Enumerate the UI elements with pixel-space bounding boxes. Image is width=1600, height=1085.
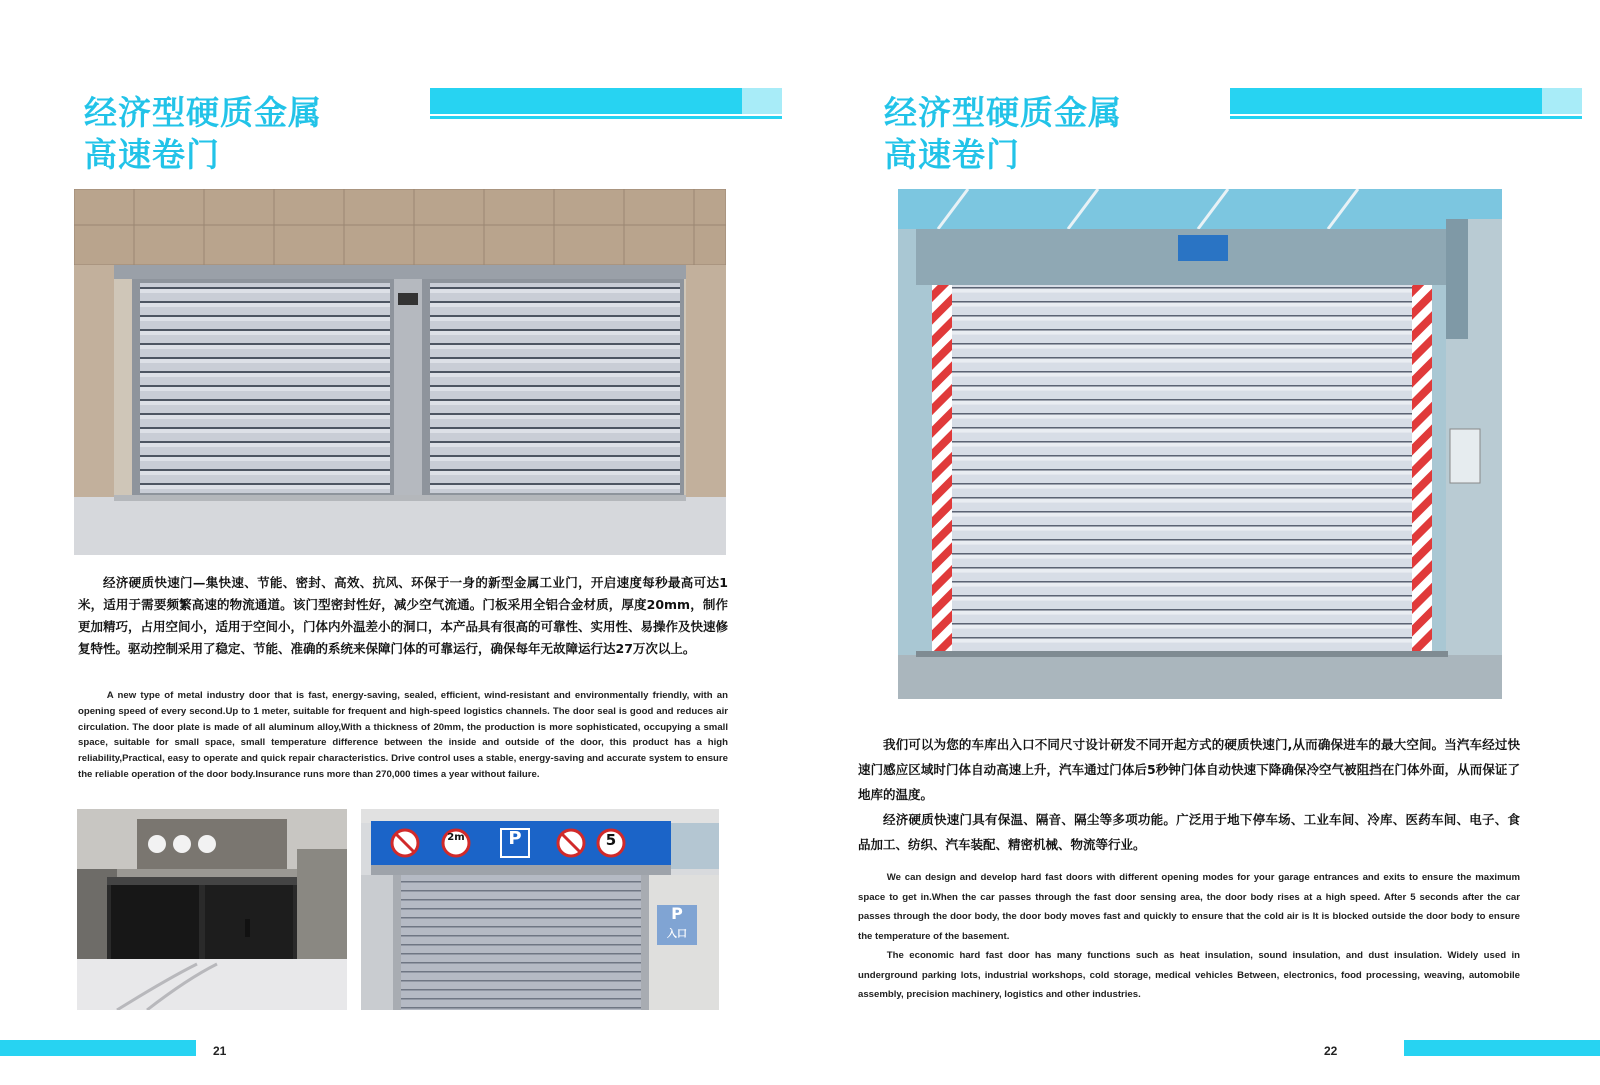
height-limit-label: 2m [447,832,465,843]
left-footer-bar [0,1040,196,1056]
right-page-title [884,92,1122,176]
left-page-title [84,92,322,176]
right-cn-description [858,732,1520,857]
right-en-paragraph-1: We can design and develop hard fast doors with different opening modes for your garage entrances and exits to ensure the maximum space to get in.When the car passes through the fast door sensing area, the door body rises at a high speed. After 5 seconds after the car passes through the door body, the door body moves fast and quickly to ensure that the cold air is It is blocked outside the door body to ensure the temperature of the basement. [858,872,1520,942]
entrance-label: 入口 [667,929,687,940]
left-header-bar [430,88,742,114]
right-header-bar-light [1542,88,1582,114]
right-cn-paragraph-1: 我们可以为您的车库出入口不同尺寸设计研发不同开起方式的硬质快速门,从而确保进车的最大空间。当汽车经过快速门感应区域时门体自动高速上升，汽车通过门体后5秒钟门体自动快速下降确保冷空气被阻挡在门体外面，从而保证了地库的温度。 [858,737,1520,802]
left-title-line2: 高速卷门 [84,135,220,174]
right-title-line2: 高速卷门 [884,135,1020,174]
double-door-photo [74,189,726,555]
left-en-paragraph: A new type of metal industry door that is fast, energy-saving, sealed, efficient, wind-resistant and environmentally friendly, with an opening speed of every second.Up to 1 meter, suitable for frequent and high-speed logistics channels. The door seal is good and reduces air circulation. The door plate is made of all aluminum alloy,With a thickness of 20mm, the production is more sophisticated, occupying a small space, suitable for small space, small temperature difference between the inside and outside of the door, this product has a high reliability,Practical, easy to operate and quick repair characteristics. Drive control uses a stable, energy-saving and accurate system to ensure the reliable operation of the door body.Insurance runs more than 270,000 times a year without failure. [78,690,728,780]
right-header-line [1230,116,1582,119]
speed-limit-label: 5 [605,831,617,849]
right-cn-paragraph-2: 经济硬质快速门具有保温、隔音、隔尘等多项功能。广泛用于地下停车场、工业车间、冷库、医药车间、电子、食品加工、纺织、汽车装配、精密机械、物流等行业。 [858,812,1520,852]
left-en-description [78,688,728,783]
sign-no-entry-1 [392,830,418,856]
left-page-number: 21 [213,1044,227,1058]
left-cn-paragraph: 经济硬质快速门—集快速、节能、密封、高效、抗风、环保于一身的新型金属工业门，开启速度每秒最高可达1米，适用于需要频繁高速的物流通道。该门型密封性好，减少空气流通。门板采用全铝合金材质，厚度20mm，制作更加精巧，占用空间小，适用于空间小，门体内外温差小的洞口，本产品具有很高的可靠性、实用性、易操作及快速修复特性。驱动控制采用了稳定、节能、准确的系统来保障门体的可靠运行，确保每年无故障运行达27万次以上。 [78,575,729,656]
entrance-parking-label: P [671,904,683,923]
garage-entrance-photo [77,809,347,1010]
right-header-bar [1230,88,1542,114]
right-en-description [858,868,1520,1005]
parking-sign-label: P [508,828,522,849]
left-cn-description [78,572,728,660]
right-en-paragraph-2: The economic hard fast door has many functions such as heat insulation, sound insulation, and dust insulation. Widely used in underground parking lots, industrial workshops, cold storage, medical vehicles Between, electronics, food processing, weaving, automobile assembly, precision machinery, logistics and other industries. [858,950,1520,1000]
left-header-bar-light [742,88,782,114]
right-page-number: 22 [1324,1044,1338,1058]
single-door-photo [898,189,1502,699]
parking-entrance-photo [361,809,719,1010]
left-title-line1: 经济型硬质金属 [84,93,322,132]
right-footer-bar [1404,1040,1600,1056]
right-title-line1: 经济型硬质金属 [884,93,1122,132]
right-page [800,0,1600,1085]
left-header-line [430,116,782,119]
